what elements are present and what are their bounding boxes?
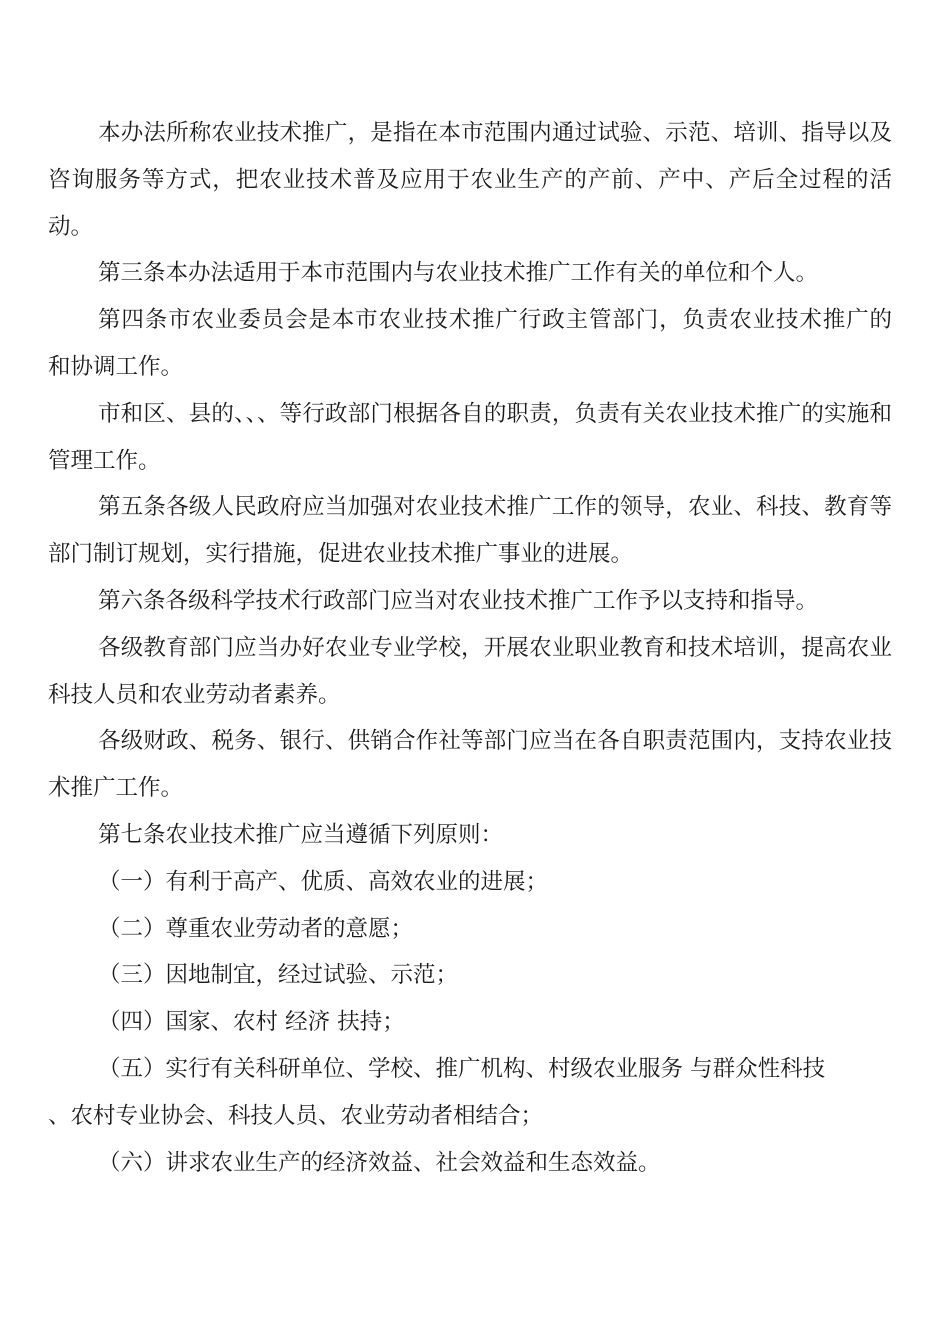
principle-item-2: （二）尊重农业劳动者的意愿； — [98, 915, 414, 942]
paragraph-finance: 各级财政、税务、银行、供销合作社等部门应当在各自职责范围内，支持农业技术推广工作。 — [48, 728, 892, 802]
principle-item-6: （六）讲求农业生产的经济效益、社会效益和生态效益。 — [98, 1149, 661, 1176]
paragraph-article-7: 第七条农业技术推广应当遵循下列原则： — [98, 821, 504, 848]
principle-item-5-continued: 、农村专业协会、科技人员、农业劳动者相结合； — [48, 1102, 544, 1129]
principle-item-3: （三）因地制宜，经过试验、示范； — [98, 962, 459, 989]
paragraph-article-5: 第五条各级人民政府应当加强对农业技术推广工作的领导，农业、科技、教育等部门制订规划，实行措施，促进农业技术推广事业的进展。 — [48, 494, 892, 568]
principle-item-1: （一）有利于高产、优质、高效农业的进展； — [98, 868, 549, 895]
paragraph-district-departments: 市和区、县的、、、等行政部门根据各自的职责，负责有关农业技术推广的实施和管理工作。 — [48, 400, 892, 474]
document-body — [48, 110, 892, 1186]
paragraph-education: 各级教育部门应当办好农业专业学校，开展农业职业教育和技术培训，提高农业科技人员和农业劳动者素养。 — [48, 634, 892, 708]
paragraph-article-3: 第三条本办法适用于本市范围内与农业技术推广工作有关的单位和个人。 — [98, 260, 819, 287]
principle-item-4: （四）国家、农村 经济 扶持； — [98, 1009, 405, 1036]
paragraph-article-4: 第四条市农业委员会是本市农业技术推广行政主管部门，负责农业技术推广的 和协调工作。 — [48, 307, 892, 380]
paragraph-article-6: 第六条各级科学技术行政部门应当对农业技术推广工作予以支持和指导。 — [98, 587, 819, 614]
paragraph-definition: 本办法所称农业技术推广，是指在本市范围内通过试验、示范、培训、指导以及咨询服务等方式，把农业技术普及应用于农业生产的产前、产中、产后全过程的活动。 — [48, 120, 892, 240]
principle-item-5: （五）实行有关科研单位、学校、推广机构、村级农业服务 与群众性科技 — [98, 1055, 826, 1082]
